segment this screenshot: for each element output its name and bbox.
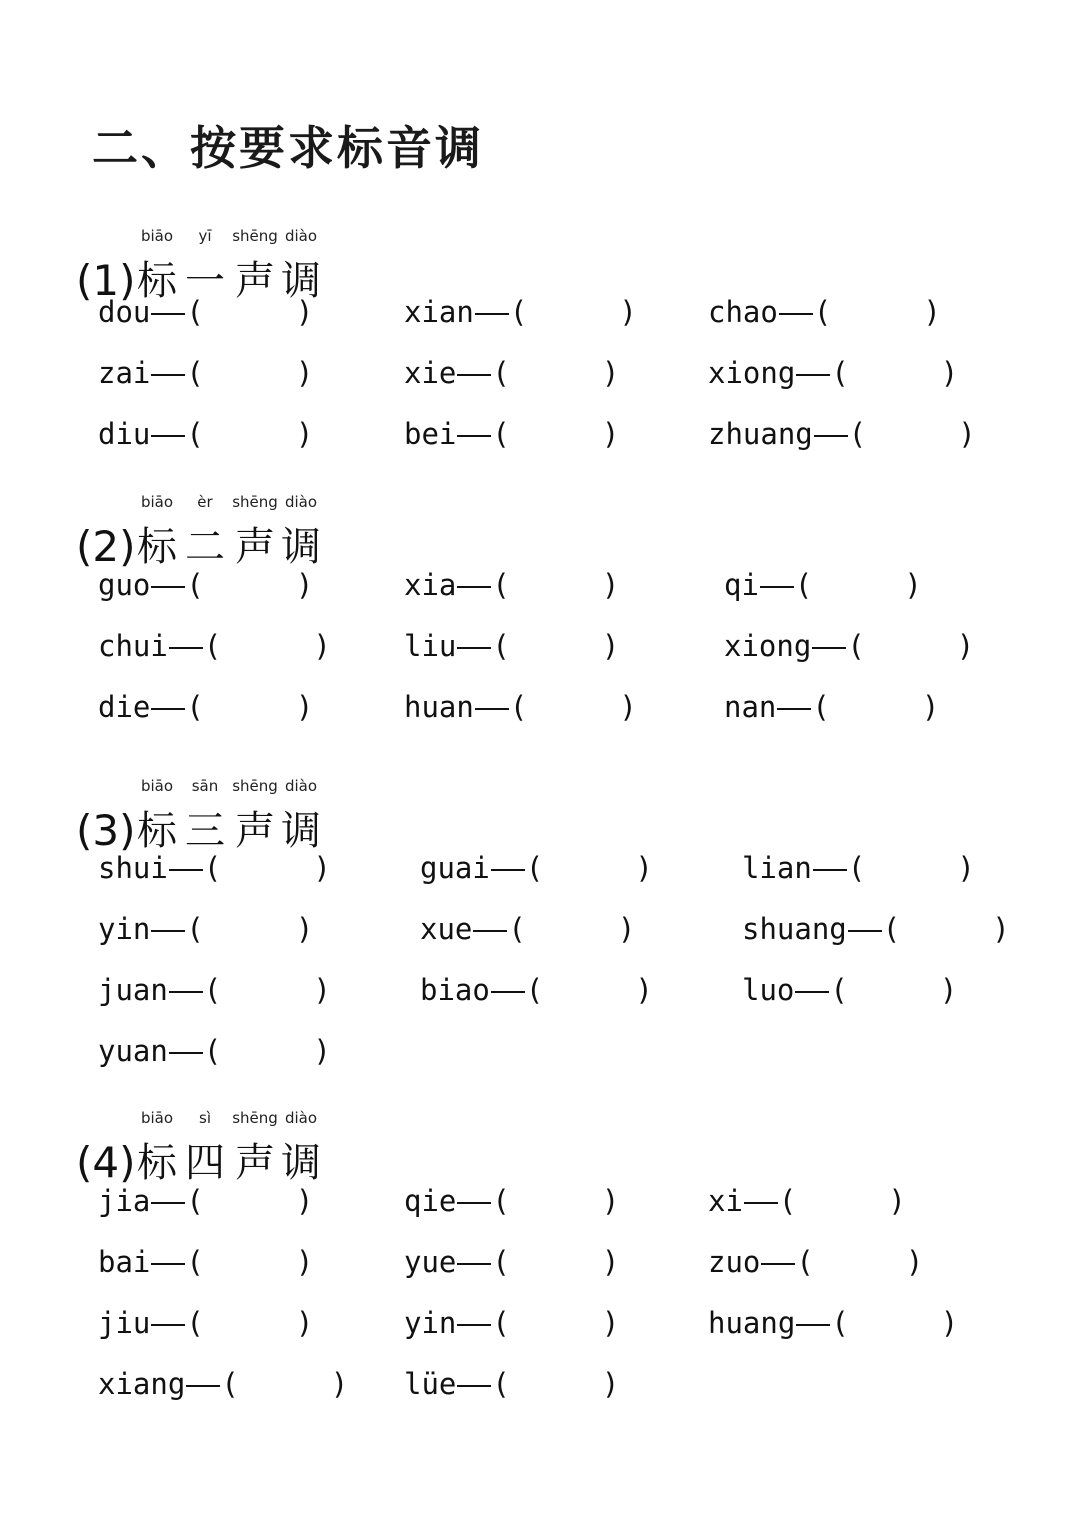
syllable: diu — [98, 417, 151, 451]
exercise-item — [404, 624, 619, 668]
heading-character: 标 — [137, 524, 177, 570]
syllable: huang — [708, 1306, 796, 1340]
answer-paren-close: ) — [940, 356, 959, 390]
heading-character: 调 — [281, 524, 321, 570]
syllable: xian — [404, 295, 474, 329]
heading-character: 声 — [235, 1140, 275, 1186]
answer-paren-close: ) — [940, 1306, 959, 1340]
syllable: zhuang — [708, 417, 813, 451]
answer-paren-close: ) — [635, 973, 653, 1007]
answer-paren-close: ) — [313, 1034, 331, 1068]
exercise-item — [404, 1362, 619, 1406]
dash-line — [473, 930, 507, 932]
answer-paren-close: ) — [957, 851, 975, 885]
exercise-item — [404, 290, 637, 334]
heading-character: 四 — [185, 1140, 225, 1186]
exercise-item — [708, 412, 976, 456]
answer-paren-close: ) — [295, 690, 314, 724]
answer-paren-open: ( — [203, 1034, 222, 1068]
answer-paren-close: ) — [295, 1245, 314, 1279]
syllable: yuan — [98, 1034, 168, 1068]
answer-paren-open: ( — [492, 1306, 510, 1340]
answer-paren-open: ( — [525, 973, 544, 1007]
answer-paren-open: ( — [509, 295, 528, 329]
answer-paren-close: ) — [992, 912, 1010, 946]
answer-paren-open: ( — [847, 851, 866, 885]
heading-character: 声 — [235, 258, 275, 304]
pinyin-annotation: biāo — [140, 1109, 174, 1127]
exercise-item — [404, 351, 619, 395]
answer-paren-open: ( — [813, 295, 832, 329]
dash-line — [491, 991, 525, 993]
answer-paren-close: ) — [601, 568, 620, 602]
dash-line — [151, 313, 185, 315]
pinyin-annotation: biāo — [140, 227, 174, 245]
syllable: yin — [98, 912, 151, 946]
answer-paren-close: ) — [939, 973, 958, 1007]
answer-paren-close: ) — [619, 690, 637, 724]
dash-line — [761, 1263, 795, 1265]
answer-paren-open: ( — [796, 1245, 814, 1279]
section-number: (4) — [76, 1138, 136, 1187]
answer-paren-open: ( — [812, 690, 830, 724]
dash-line — [457, 374, 491, 376]
syllable: lian — [742, 851, 812, 885]
exercise-item — [98, 351, 313, 395]
exercise-item — [708, 351, 958, 395]
exercise-item — [404, 1301, 619, 1345]
answer-paren-close: ) — [601, 1184, 620, 1218]
syllable: die — [98, 690, 151, 724]
exercise-item — [98, 624, 331, 668]
answer-paren-close: ) — [295, 356, 314, 390]
syllable: guo — [98, 568, 151, 602]
answer-paren-open: ( — [830, 973, 848, 1007]
exercise-item — [404, 1179, 619, 1223]
pinyin-annotation: diào — [284, 227, 318, 245]
syllable: xi — [708, 1184, 743, 1218]
dash-line — [760, 586, 794, 588]
exercise-item — [98, 1362, 348, 1406]
answer-paren-open: ( — [794, 568, 813, 602]
pinyin-annotation: shēng — [232, 227, 278, 245]
dash-line — [457, 1385, 491, 1387]
answer-paren-close: ) — [635, 851, 653, 885]
pinyin-annotation: biāo — [140, 777, 174, 795]
heading-character: 调 — [281, 258, 321, 304]
answer-paren-open: ( — [492, 1245, 510, 1279]
pinyin-annotation: diào — [284, 493, 318, 511]
dash-line — [779, 313, 813, 315]
syllable: dou — [98, 295, 151, 329]
syllable: xiang — [98, 1367, 186, 1401]
dash-line — [151, 435, 185, 437]
syllable: yue — [404, 1245, 457, 1279]
exercise-item — [404, 563, 619, 607]
answer-paren-open: ( — [186, 690, 204, 724]
answer-paren-close: ) — [619, 295, 637, 329]
section-heading — [76, 776, 376, 856]
dash-line — [475, 708, 509, 710]
dash-line — [777, 708, 811, 710]
dash-line — [457, 647, 491, 649]
exercise-item — [98, 1029, 331, 1073]
heading-character: 一 — [185, 258, 225, 304]
answer-paren-open: ( — [203, 629, 222, 663]
heading-character: 调 — [281, 1140, 321, 1186]
section-heading — [76, 492, 376, 572]
answer-paren-open: ( — [186, 912, 204, 946]
answer-paren-close: ) — [956, 629, 975, 663]
heading-character: 声 — [235, 808, 275, 854]
dash-line — [151, 1263, 185, 1265]
exercise-item — [98, 1301, 313, 1345]
answer-paren-close: ) — [601, 629, 620, 663]
pinyin-annotation: yī — [198, 227, 212, 245]
pinyin-annotation: shēng — [232, 493, 278, 511]
answer-paren-open: ( — [186, 356, 204, 390]
answer-paren-open: ( — [492, 1184, 510, 1218]
answer-paren-open: ( — [492, 1367, 510, 1401]
syllable: juan — [98, 973, 168, 1007]
answer-paren-close: ) — [601, 1367, 620, 1401]
heading-character: 标 — [137, 1140, 177, 1186]
dash-line — [151, 930, 185, 932]
dash-line — [151, 708, 185, 710]
heading-character: 调 — [281, 808, 321, 854]
dash-line — [813, 869, 847, 871]
pinyin-annotation: diào — [284, 1109, 318, 1127]
dash-line — [186, 1385, 220, 1387]
syllable: luo — [742, 973, 795, 1007]
syllable: lüe — [404, 1367, 457, 1401]
dash-line — [151, 1324, 185, 1326]
syllable: chui — [98, 629, 168, 663]
dash-line — [457, 586, 491, 588]
exercise-item — [420, 907, 635, 951]
dash-line — [169, 1052, 203, 1054]
section-number: (3) — [76, 806, 136, 855]
pinyin-annotation: biāo — [140, 493, 174, 511]
exercise-item — [98, 1240, 313, 1284]
page-title: 二、按要求标音调 — [92, 121, 484, 175]
syllable: yin — [404, 1306, 457, 1340]
dash-line — [796, 374, 830, 376]
syllable: qie — [404, 1184, 457, 1218]
answer-paren-close: ) — [921, 690, 940, 724]
dash-line — [457, 1324, 491, 1326]
exercise-item — [742, 846, 975, 890]
syllable: xia — [404, 568, 457, 602]
answer-paren-close: ) — [904, 568, 922, 602]
answer-paren-open: ( — [203, 973, 222, 1007]
answer-paren-open: ( — [882, 912, 901, 946]
heading-character: 二 — [185, 524, 225, 570]
syllable: qi — [724, 568, 759, 602]
answer-paren-open: ( — [847, 629, 865, 663]
dash-line — [795, 991, 829, 993]
syllable: zai — [98, 356, 151, 390]
answer-paren-close: ) — [617, 912, 636, 946]
answer-paren-open: ( — [186, 1184, 204, 1218]
section-number: (1) — [76, 256, 136, 305]
syllable: xiong — [708, 356, 796, 390]
exercise-item — [404, 685, 637, 729]
heading-character: 三 — [185, 808, 225, 854]
answer-paren-close: ) — [601, 417, 620, 451]
syllable: huan — [404, 690, 474, 724]
section-number: (2) — [76, 522, 136, 571]
dash-line — [457, 435, 491, 437]
answer-paren-open: ( — [848, 417, 867, 451]
answer-paren-close: ) — [313, 851, 331, 885]
answer-paren-close: ) — [295, 1306, 314, 1340]
answer-paren-open: ( — [186, 568, 204, 602]
pinyin-annotation: sān — [191, 777, 219, 795]
answer-paren-open: ( — [492, 417, 510, 451]
answer-paren-open: ( — [492, 356, 510, 390]
answer-paren-open: ( — [778, 1184, 797, 1218]
exercise-item — [98, 1179, 313, 1223]
answer-paren-close: ) — [295, 912, 314, 946]
answer-paren-open: ( — [525, 851, 544, 885]
syllable: biao — [420, 973, 490, 1007]
answer-paren-close: ) — [601, 1306, 620, 1340]
exercise-item — [708, 290, 941, 334]
answer-paren-close: ) — [330, 1367, 349, 1401]
dash-line — [169, 647, 203, 649]
dash-line — [475, 313, 509, 315]
exercise-item — [404, 412, 619, 456]
section-heading — [76, 1108, 376, 1188]
exercise-item — [420, 846, 653, 890]
answer-paren-open: ( — [186, 1245, 204, 1279]
pinyin-annotation: sì — [199, 1109, 211, 1127]
dash-line — [744, 1202, 778, 1204]
answer-paren-close: ) — [905, 1245, 924, 1279]
answer-paren-close: ) — [313, 629, 331, 663]
exercise-item — [98, 907, 313, 951]
exercise-item — [420, 968, 653, 1012]
dash-line — [491, 869, 525, 871]
exercise-item — [742, 907, 1010, 951]
heading-character: 标 — [137, 258, 177, 304]
answer-paren-close: ) — [923, 295, 941, 329]
syllable: shui — [98, 851, 168, 885]
answer-paren-open: ( — [831, 1306, 849, 1340]
syllable: nan — [724, 690, 777, 724]
dash-line — [457, 1263, 491, 1265]
exercise-item — [98, 290, 313, 334]
answer-paren-close: ) — [958, 417, 976, 451]
answer-paren-open: ( — [186, 295, 204, 329]
answer-paren-close: ) — [295, 417, 314, 451]
exercise-item — [98, 412, 313, 456]
answer-paren-close: ) — [295, 568, 314, 602]
pinyin-annotation: èr — [197, 493, 213, 511]
answer-paren-open: ( — [186, 417, 204, 451]
exercise-item — [724, 563, 922, 607]
answer-paren-close: ) — [295, 295, 314, 329]
dash-line — [457, 1202, 491, 1204]
heading-character: 标 — [137, 808, 177, 854]
syllable: xue — [420, 912, 473, 946]
exercise-item — [98, 846, 331, 890]
dash-line — [848, 930, 882, 932]
answer-paren-open: ( — [509, 690, 528, 724]
answer-paren-open: ( — [831, 356, 849, 390]
syllable: xiong — [724, 629, 812, 663]
syllable: shuang — [742, 912, 847, 946]
answer-paren-close: ) — [888, 1184, 906, 1218]
exercise-item — [98, 685, 313, 729]
answer-paren-close: ) — [601, 356, 620, 390]
answer-paren-open: ( — [492, 568, 510, 602]
dash-line — [151, 374, 185, 376]
dash-line — [796, 1324, 830, 1326]
dash-line — [812, 647, 846, 649]
pinyin-annotation: shēng — [232, 1109, 278, 1127]
dash-line — [169, 869, 203, 871]
answer-paren-close: ) — [313, 973, 331, 1007]
dash-line — [151, 1202, 185, 1204]
syllable: liu — [404, 629, 457, 663]
dash-line — [814, 435, 848, 437]
exercise-item — [708, 1179, 906, 1223]
syllable: bei — [404, 417, 457, 451]
heading-character: 声 — [235, 524, 275, 570]
syllable: jiu — [98, 1306, 151, 1340]
exercise-item — [708, 1301, 958, 1345]
exercise-item — [742, 968, 957, 1012]
exercise-item — [724, 685, 939, 729]
syllable: zuo — [708, 1245, 761, 1279]
exercise-item — [98, 563, 313, 607]
syllable: xie — [404, 356, 457, 390]
exercise-item — [404, 1240, 619, 1284]
exercise-item — [98, 968, 331, 1012]
answer-paren-open: ( — [508, 912, 526, 946]
dash-line — [169, 991, 203, 993]
pinyin-annotation: shēng — [232, 777, 278, 795]
syllable: chao — [708, 295, 778, 329]
syllable: jia — [98, 1184, 151, 1218]
exercise-item — [708, 1240, 923, 1284]
answer-paren-close: ) — [601, 1245, 620, 1279]
answer-paren-open: ( — [203, 851, 222, 885]
answer-paren-open: ( — [221, 1367, 239, 1401]
dash-line — [151, 586, 185, 588]
answer-paren-close: ) — [295, 1184, 314, 1218]
exercise-item — [724, 624, 974, 668]
pinyin-annotation: diào — [284, 777, 318, 795]
answer-paren-open: ( — [186, 1306, 204, 1340]
syllable: bai — [98, 1245, 151, 1279]
syllable: guai — [420, 851, 490, 885]
answer-paren-open: ( — [492, 629, 510, 663]
